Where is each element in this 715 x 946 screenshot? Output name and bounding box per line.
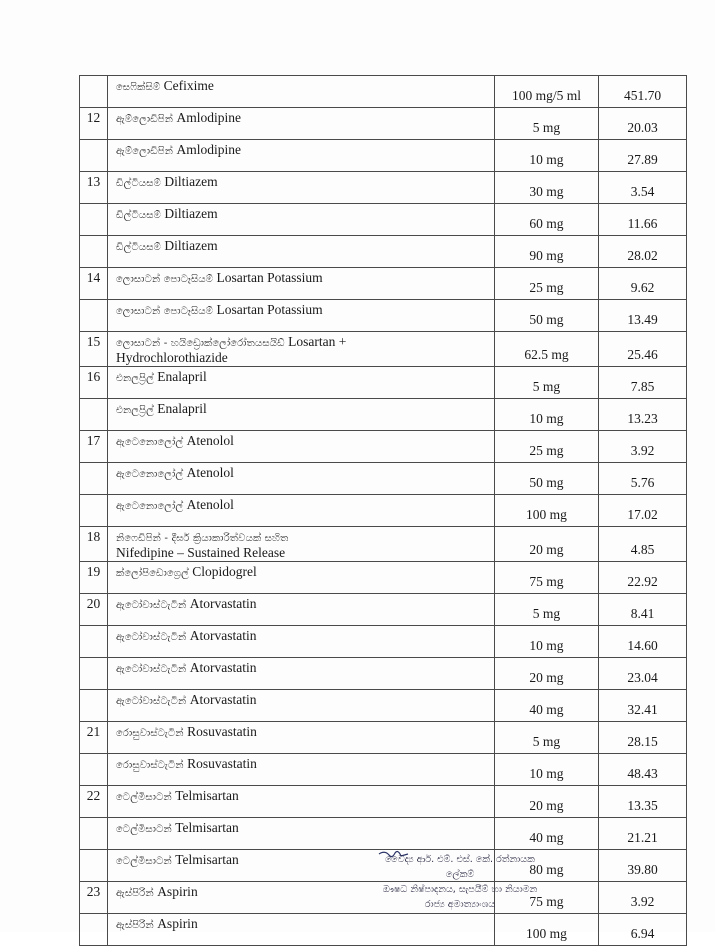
drug-name-english: Enalapril [157, 401, 207, 416]
drug-name-english: Losartan Potassium [216, 270, 323, 285]
drug-name-cell [108, 626, 495, 658]
signatory-ministry-line2: රාජ්‍ය අමාත්‍යාංශය [424, 899, 496, 910]
drug-name-cell [108, 818, 495, 850]
drug-name-sinhala: ඩිල්ටියසම් [116, 210, 161, 221]
drug-name-cell [108, 76, 495, 108]
drug-name-english: Amlodipine [176, 142, 241, 157]
strength-cell: 100 mg [495, 495, 599, 527]
table-body [80, 76, 687, 946]
strength-cell: 10 mg [495, 626, 599, 658]
row-number [80, 495, 108, 527]
strength-cell: 50 mg [495, 300, 599, 332]
price-cell: 22.92 [599, 562, 687, 594]
drug-name-english: Atorvastatin [189, 692, 257, 707]
table-row [80, 367, 687, 399]
drug-name-cell [108, 108, 495, 140]
price-cell: 27.89 [599, 140, 687, 172]
price-cell: 28.15 [599, 722, 687, 754]
strength-cell: 75 mg [495, 882, 599, 914]
strength-cell: 40 mg [495, 818, 599, 850]
row-number [80, 300, 108, 332]
price-cell: 13.49 [599, 300, 687, 332]
drug-name-sinhala: ඇම්ලොඩිපින් [116, 146, 174, 157]
price-cell: 3.92 [599, 431, 687, 463]
strength-cell: 10 mg [495, 140, 599, 172]
table-row [80, 527, 687, 562]
drug-name-sinhala: ලොසාටන් - හයිඩ්‍රොක්ලෝරෝතයසයිඩ් [116, 338, 285, 349]
drug-name-cell [108, 431, 495, 463]
strength-cell: 40 mg [495, 690, 599, 722]
price-cell: 5.76 [599, 463, 687, 495]
price-cell: 9.62 [599, 268, 687, 300]
table-row [80, 332, 687, 367]
drug-name-english-line2: Nifedipine – Sustained Release [116, 545, 286, 560]
drug-name-cell [108, 495, 495, 527]
row-number [80, 626, 108, 658]
drug-name-cell [108, 722, 495, 754]
table-row [80, 204, 687, 236]
drug-name-english: Atenolol [186, 433, 234, 448]
drug-name-cell [108, 332, 495, 367]
drug-name-sinhala: රොසුවාස්ටැටින් [116, 728, 184, 739]
drug-name-cell [108, 594, 495, 626]
drug-name-sinhala: ක්ලෝපිඩොග්‍රෙල් [116, 568, 189, 579]
strength-cell: 5 mg [495, 594, 599, 626]
price-cell: 13.23 [599, 399, 687, 431]
price-cell: 28.02 [599, 236, 687, 268]
drug-name-sinhala: ඩිල්ටියසම් [116, 178, 161, 189]
row-number [80, 658, 108, 690]
signature-block [330, 852, 590, 912]
row-number [80, 914, 108, 946]
drug-name-sinhala: ඇටෝවාස්ටැටින් [116, 600, 187, 611]
drug-name-cell [108, 172, 495, 204]
price-cell: 451.70 [599, 76, 687, 108]
row-number: 12 [80, 108, 108, 140]
signatory-name: වෛද්‍ය ආර්. එම්. එස්. කේ. රත්නායක [385, 854, 535, 865]
table-row [80, 431, 687, 463]
strength-cell: 25 mg [495, 431, 599, 463]
drug-name-sinhala: එනලප්‍රිල් [116, 373, 154, 384]
drug-name-cell [108, 658, 495, 690]
strength-cell: 20 mg [495, 786, 599, 818]
strength-cell: 10 mg [495, 399, 599, 431]
row-number: 23 [80, 882, 108, 914]
row-number [80, 236, 108, 268]
table-row [80, 754, 687, 786]
drug-name-english: Cefixime [163, 78, 214, 93]
table-row [80, 140, 687, 172]
drug-name-english-line2: Hydrochlorothiazide [116, 350, 228, 365]
drug-name-english: Diltiazem [164, 206, 218, 221]
strength-cell: 5 mg [495, 722, 599, 754]
drug-name-english: Aspirin [157, 884, 198, 899]
drug-name-sinhala: ඇස්පිරින් [116, 888, 154, 899]
drug-name-sinhala: සෙෆික්සිම් [116, 82, 161, 93]
drug-name-english: Telmisartan [175, 820, 239, 835]
drug-name-cell [108, 140, 495, 172]
drug-name-sinhala: නිෆෙඩිපින් - දීර්ඝ ක්‍රියාකාරිත්වයක් සහිත [116, 533, 289, 544]
row-number [80, 754, 108, 786]
table-row [80, 236, 687, 268]
drug-name-cell [108, 236, 495, 268]
row-number: 21 [80, 722, 108, 754]
strength-cell: 80 mg [495, 850, 599, 882]
drug-name-sinhala: ලොසාටන් පොටෑසියම් [116, 274, 214, 285]
drug-name-english: Atorvastatin [189, 628, 257, 643]
drug-name-cell [108, 399, 495, 431]
table-row [80, 108, 687, 140]
strength-cell: 10 mg [495, 754, 599, 786]
price-cell: 13.35 [599, 786, 687, 818]
price-cell: 14.60 [599, 626, 687, 658]
drug-name-cell [108, 367, 495, 399]
drug-name-english: Losartan Potassium [216, 302, 323, 317]
drug-name-english: Atenolol [186, 497, 234, 512]
price-cell: 23.04 [599, 658, 687, 690]
price-cell: 25.46 [599, 332, 687, 367]
drug-name-sinhala: ඇටෙනොලෝල් [116, 469, 184, 480]
price-cell: 6.94 [599, 914, 687, 946]
price-cell: 7.85 [599, 367, 687, 399]
drug-name-english: Rosuvastatin [187, 724, 257, 739]
strength-cell: 62.5 mg [495, 332, 599, 367]
drug-name-english: Telmisartan [175, 852, 239, 867]
table-row [80, 818, 687, 850]
table-row [80, 562, 687, 594]
table-row [80, 495, 687, 527]
strength-cell: 100 mg [495, 914, 599, 946]
row-number: 19 [80, 562, 108, 594]
drug-name-english: Amlodipine [176, 110, 241, 125]
strength-cell: 50 mg [495, 463, 599, 495]
table-row [80, 463, 687, 495]
row-number [80, 76, 108, 108]
drug-name-sinhala: ඇම්ලොඩිපින් [116, 114, 174, 125]
drug-name-cell [108, 914, 495, 946]
price-cell: 3.54 [599, 172, 687, 204]
strength-cell: 20 mg [495, 658, 599, 690]
row-number: 13 [80, 172, 108, 204]
strength-cell: 25 mg [495, 268, 599, 300]
drug-name-cell [108, 527, 495, 562]
drug-name-english: Losartan + [288, 334, 347, 349]
drug-name-sinhala: ටෙල්මිසාටන් [116, 824, 172, 835]
drug-name-english: Atenolol [186, 465, 234, 480]
table-row [80, 172, 687, 204]
table-row [80, 399, 687, 431]
drug-name-sinhala: ඇටෝවාස්ටැටින් [116, 632, 187, 643]
drug-name-cell [108, 204, 495, 236]
drug-name-sinhala: ඇටෝවාස්ටැටින් [116, 696, 187, 707]
row-number: 15 [80, 332, 108, 367]
price-cell: 39.80 [599, 850, 687, 882]
drug-name-sinhala: ටෙල්මිසාටන් [116, 792, 172, 803]
drug-price-table [79, 75, 687, 946]
strength-cell: 90 mg [495, 236, 599, 268]
table-row [80, 658, 687, 690]
drug-name-sinhala: ලොසාටන් පොටෑසියම් [116, 306, 214, 317]
table-row [80, 268, 687, 300]
signatory-ministry-line1: ඖෂධ නිෂ්පාදනය, සැපයීම් හා නියාමන [382, 884, 538, 895]
row-number: 14 [80, 268, 108, 300]
row-number: 16 [80, 367, 108, 399]
price-cell: 21.21 [599, 818, 687, 850]
drug-name-cell [108, 268, 495, 300]
table-row [80, 626, 687, 658]
drug-name-cell [108, 754, 495, 786]
drug-name-english: Diltiazem [164, 174, 218, 189]
drug-name-sinhala: ඇටෙනොලෝල් [116, 437, 184, 448]
row-number [80, 399, 108, 431]
drug-name-english: Enalapril [157, 369, 207, 384]
row-number: 18 [80, 527, 108, 562]
drug-name-sinhala: එනලප්‍රිල් [116, 405, 154, 416]
drug-name-sinhala: ඇටෝවාස්ටැටින් [116, 664, 187, 675]
price-cell: 11.66 [599, 204, 687, 236]
row-number: 22 [80, 786, 108, 818]
row-number [80, 850, 108, 882]
table-row [80, 76, 687, 108]
price-cell: 32.41 [599, 690, 687, 722]
row-number [80, 463, 108, 495]
drug-name-cell [108, 463, 495, 495]
drug-name-english: Aspirin [157, 916, 198, 931]
drug-name-sinhala: ඇස්පිරින් [116, 920, 154, 931]
drug-name-sinhala: ටෙල්මිසාටන් [116, 856, 172, 867]
table-row [80, 594, 687, 626]
table-row [80, 914, 687, 946]
drug-name-english: Diltiazem [164, 238, 218, 253]
strength-cell: 100 mg/5 ml [495, 76, 599, 108]
price-cell: 17.02 [599, 495, 687, 527]
drug-name-sinhala: ඇටෙනොලෝල් [116, 501, 184, 512]
drug-name-english: Clopidogrel [192, 564, 257, 579]
drug-name-sinhala: ඩිල්ටියසම් [116, 242, 161, 253]
strength-cell: 20 mg [495, 527, 599, 562]
strength-cell: 75 mg [495, 562, 599, 594]
strength-cell: 60 mg [495, 204, 599, 236]
table-row [80, 786, 687, 818]
drug-name-english: Atorvastatin [189, 596, 257, 611]
drug-name-cell [108, 786, 495, 818]
drug-name-english: Telmisartan [175, 788, 239, 803]
signatory-title: ලේකම් [445, 869, 475, 880]
row-number [80, 690, 108, 722]
row-number [80, 204, 108, 236]
price-cell: 4.85 [599, 527, 687, 562]
drug-name-cell [108, 300, 495, 332]
price-cell: 48.43 [599, 754, 687, 786]
table-row [80, 300, 687, 332]
drug-name-english: Rosuvastatin [187, 756, 257, 771]
drug-name-cell [108, 690, 495, 722]
strength-cell: 30 mg [495, 172, 599, 204]
price-cell: 8.41 [599, 594, 687, 626]
row-number [80, 818, 108, 850]
table-row [80, 690, 687, 722]
table-row [80, 722, 687, 754]
price-cell: 3.92 [599, 882, 687, 914]
row-number [80, 140, 108, 172]
price-cell: 20.03 [599, 108, 687, 140]
drug-name-cell [108, 562, 495, 594]
row-number: 17 [80, 431, 108, 463]
strength-cell: 5 mg [495, 367, 599, 399]
strength-cell: 5 mg [495, 108, 599, 140]
drug-name-sinhala: රොසුවාස්ටැටින් [116, 760, 184, 771]
drug-name-english: Atorvastatin [189, 660, 257, 675]
row-number: 20 [80, 594, 108, 626]
